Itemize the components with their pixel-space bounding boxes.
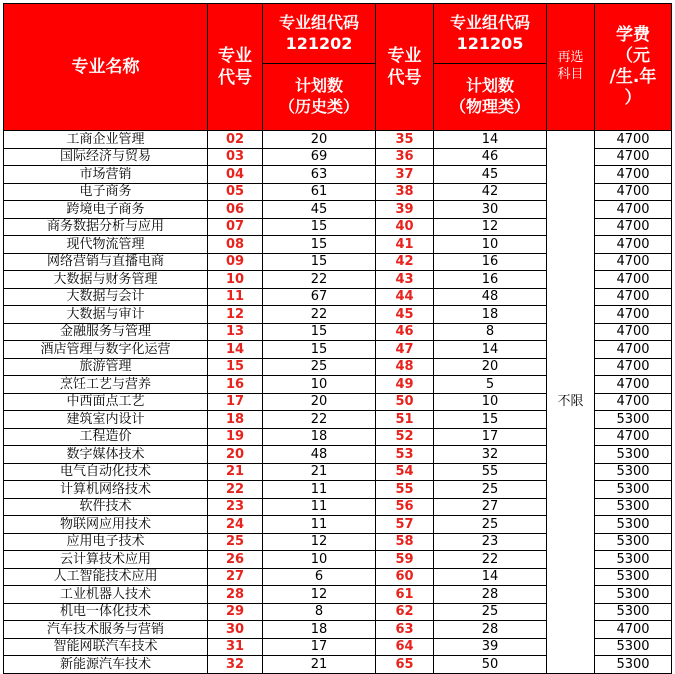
plan-b-cell: 25: [434, 516, 547, 534]
major-code-b-cell: 55: [376, 481, 434, 499]
major-code-b-cell: 46: [376, 323, 434, 341]
major-name-cell: 市场营销: [4, 166, 208, 184]
fee-cell: 4700: [595, 376, 672, 394]
header-major-code-a: 专业 代号: [208, 4, 263, 131]
major-code-a-cell: 21: [208, 463, 263, 481]
plan-a-cell: 10: [263, 376, 376, 394]
major-code-b-cell: 48: [376, 358, 434, 376]
plan-b-cell: 45: [434, 166, 547, 184]
major-name-cell: 汽车技术服务与营销: [4, 621, 208, 639]
major-name-cell: 酒店管理与数字化运营: [4, 341, 208, 359]
plan-b-cell: 39: [434, 638, 547, 656]
fee-cell: 4700: [595, 148, 672, 166]
plan-b-cell: 18: [434, 306, 547, 324]
major-code-a-cell: 20: [208, 446, 263, 464]
fee-cell: 4700: [595, 358, 672, 376]
major-name-cell: 国际经济与贸易: [4, 148, 208, 166]
major-code-b-cell: 62: [376, 603, 434, 621]
plan-b-cell: 17: [434, 428, 547, 446]
header-reselect: 再选 科目: [547, 4, 595, 131]
plan-b-cell: 50: [434, 656, 547, 674]
major-code-b-cell: 63: [376, 621, 434, 639]
major-name-cell: 电子商务: [4, 183, 208, 201]
plan-b-cell: 23: [434, 533, 547, 551]
major-name-cell: 数字媒体技术: [4, 446, 208, 464]
major-code-b-cell: 58: [376, 533, 434, 551]
major-name-cell: 中西面点工艺: [4, 393, 208, 411]
plan-a-cell: 17: [263, 638, 376, 656]
plan-b-cell: 10: [434, 393, 547, 411]
major-code-a-cell: 03: [208, 148, 263, 166]
major-code-b-cell: 56: [376, 498, 434, 516]
plan-a-cell: 12: [263, 586, 376, 604]
plan-a-cell: 20: [263, 393, 376, 411]
fee-cell: 4700: [595, 341, 672, 359]
major-code-a-cell: 30: [208, 621, 263, 639]
major-code-a-cell: 25: [208, 533, 263, 551]
fee-cell: 4700: [595, 253, 672, 271]
major-name-cell: 物联网应用技术: [4, 516, 208, 534]
major-name-cell: 大数据与会计: [4, 288, 208, 306]
major-name-cell: 计算机网络技术: [4, 481, 208, 499]
major-name-cell: 工业机器人技术: [4, 586, 208, 604]
major-code-a-cell: 32: [208, 656, 263, 674]
plan-a-cell: 15: [263, 236, 376, 254]
plan-a-cell: 48: [263, 446, 376, 464]
major-code-b-cell: 41: [376, 236, 434, 254]
fee-cell: 4700: [595, 131, 672, 149]
major-code-a-cell: 28: [208, 586, 263, 604]
major-code-b-cell: 52: [376, 428, 434, 446]
major-name-cell: 旅游管理: [4, 358, 208, 376]
plan-a-cell: 11: [263, 516, 376, 534]
major-code-b-cell: 39: [376, 201, 434, 219]
fee-cell: 5300: [595, 446, 672, 464]
header-group-a: 专业组代码 121202: [263, 4, 376, 64]
plan-a-cell: 22: [263, 271, 376, 289]
major-code-b-cell: 36: [376, 148, 434, 166]
plan-a-cell: 15: [263, 218, 376, 236]
major-code-b-cell: 42: [376, 253, 434, 271]
major-code-b-cell: 61: [376, 586, 434, 604]
plan-b-cell: 25: [434, 603, 547, 621]
major-name-cell: 工商企业管理: [4, 131, 208, 149]
major-code-a-cell: 13: [208, 323, 263, 341]
plan-a-cell: 10: [263, 551, 376, 569]
major-code-a-cell: 24: [208, 516, 263, 534]
table-body: [4, 131, 672, 674]
major-code-a-cell: 26: [208, 551, 263, 569]
major-code-a-cell: 31: [208, 638, 263, 656]
major-code-b-cell: 40: [376, 218, 434, 236]
fee-cell: 4700: [595, 323, 672, 341]
major-code-b-cell: 43: [376, 271, 434, 289]
plan-b-cell: 16: [434, 253, 547, 271]
major-code-b-cell: 53: [376, 446, 434, 464]
fee-cell: 5300: [595, 568, 672, 586]
plan-b-cell: 8: [434, 323, 547, 341]
fee-cell: 4700: [595, 306, 672, 324]
fee-cell: 5300: [595, 498, 672, 516]
fee-cell: 5300: [595, 463, 672, 481]
table-row: [4, 131, 672, 149]
major-name-cell: 现代物流管理: [4, 236, 208, 254]
major-name-cell: 大数据与审计: [4, 306, 208, 324]
major-code-a-cell: 08: [208, 236, 263, 254]
major-code-b-cell: 50: [376, 393, 434, 411]
plan-a-cell: 11: [263, 498, 376, 516]
major-code-b-cell: 38: [376, 183, 434, 201]
header-major-name: 专业名称: [4, 4, 208, 131]
major-code-a-cell: 29: [208, 603, 263, 621]
plan-a-cell: 6: [263, 568, 376, 586]
plan-a-cell: 21: [263, 463, 376, 481]
header-group-b: 专业组代码 121205: [434, 4, 547, 64]
major-name-cell: 网络营销与直播电商: [4, 253, 208, 271]
header-plan-a: 计划数 （历史类）: [263, 64, 376, 131]
header-major-code-b: 专业 代号: [376, 4, 434, 131]
plan-a-cell: 15: [263, 341, 376, 359]
plan-a-cell: 12: [263, 533, 376, 551]
major-code-a-cell: 11: [208, 288, 263, 306]
major-code-b-cell: 44: [376, 288, 434, 306]
fee-cell: 4700: [595, 183, 672, 201]
fee-cell: 4700: [595, 271, 672, 289]
plan-b-cell: 28: [434, 586, 547, 604]
fee-cell: 5300: [595, 603, 672, 621]
plan-a-cell: 45: [263, 201, 376, 219]
major-name-cell: 电气自动化技术: [4, 463, 208, 481]
plan-a-cell: 22: [263, 411, 376, 429]
major-code-b-cell: 60: [376, 568, 434, 586]
fee-cell: 4700: [595, 218, 672, 236]
fee-cell: 5300: [595, 551, 672, 569]
admission-plan-table: [3, 3, 672, 674]
plan-b-cell: 32: [434, 446, 547, 464]
plan-b-cell: 48: [434, 288, 547, 306]
plan-b-cell: 46: [434, 148, 547, 166]
plan-b-cell: 55: [434, 463, 547, 481]
major-name-cell: 云计算技术应用: [4, 551, 208, 569]
major-name-cell: 跨境电子商务: [4, 201, 208, 219]
major-code-a-cell: 04: [208, 166, 263, 184]
plan-b-cell: 28: [434, 621, 547, 639]
fee-cell: 5300: [595, 481, 672, 499]
plan-b-cell: 22: [434, 551, 547, 569]
major-code-a-cell: 18: [208, 411, 263, 429]
plan-a-cell: 20: [263, 131, 376, 149]
plan-a-cell: 63: [263, 166, 376, 184]
plan-a-cell: 15: [263, 323, 376, 341]
plan-b-cell: 14: [434, 341, 547, 359]
major-code-a-cell: 22: [208, 481, 263, 499]
plan-a-cell: 69: [263, 148, 376, 166]
plan-a-cell: 67: [263, 288, 376, 306]
fee-cell: 4700: [595, 621, 672, 639]
fee-cell: 5300: [595, 638, 672, 656]
major-name-cell: 商务数据分析与应用: [4, 218, 208, 236]
plan-a-cell: 18: [263, 621, 376, 639]
major-code-a-cell: 23: [208, 498, 263, 516]
major-name-cell: 金融服务与管理: [4, 323, 208, 341]
fee-cell: 4700: [595, 428, 672, 446]
major-name-cell: 机电一体化技术: [4, 603, 208, 621]
major-code-b-cell: 51: [376, 411, 434, 429]
fee-cell: 4700: [595, 288, 672, 306]
plan-a-cell: 15: [263, 253, 376, 271]
plan-b-cell: 12: [434, 218, 547, 236]
major-name-cell: 建筑室内设计: [4, 411, 208, 429]
fee-cell: 4700: [595, 201, 672, 219]
plan-b-cell: 25: [434, 481, 547, 499]
major-code-a-cell: 14: [208, 341, 263, 359]
major-name-cell: 新能源汽车技术: [4, 656, 208, 674]
major-name-cell: 应用电子技术: [4, 533, 208, 551]
fee-cell: 5300: [595, 586, 672, 604]
plan-b-cell: 16: [434, 271, 547, 289]
fee-cell: 5300: [595, 516, 672, 534]
reselect-subject-cell: 不限: [547, 131, 595, 674]
major-name-cell: 大数据与财务管理: [4, 271, 208, 289]
header-fee: 学费 （元 /生.年 ）: [595, 4, 672, 131]
major-code-a-cell: 16: [208, 376, 263, 394]
major-code-b-cell: 59: [376, 551, 434, 569]
plan-b-cell: 15: [434, 411, 547, 429]
fee-cell: 4700: [595, 236, 672, 254]
major-name-cell: 工程造价: [4, 428, 208, 446]
plan-b-cell: 30: [434, 201, 547, 219]
fee-cell: 4700: [595, 166, 672, 184]
plan-b-cell: 27: [434, 498, 547, 516]
plan-b-cell: 42: [434, 183, 547, 201]
major-code-b-cell: 64: [376, 638, 434, 656]
fee-cell: 4700: [595, 393, 672, 411]
major-code-a-cell: 17: [208, 393, 263, 411]
plan-a-cell: 8: [263, 603, 376, 621]
fee-cell: 5300: [595, 411, 672, 429]
plan-a-cell: 61: [263, 183, 376, 201]
major-name-cell: 烹饪工艺与营养: [4, 376, 208, 394]
plan-a-cell: 21: [263, 656, 376, 674]
major-name-cell: 软件技术: [4, 498, 208, 516]
major-code-b-cell: 54: [376, 463, 434, 481]
plan-a-cell: 18: [263, 428, 376, 446]
plan-b-cell: 5: [434, 376, 547, 394]
major-code-a-cell: 09: [208, 253, 263, 271]
fee-cell: 5300: [595, 533, 672, 551]
major-code-b-cell: 57: [376, 516, 434, 534]
major-code-b-cell: 37: [376, 166, 434, 184]
plan-b-cell: 10: [434, 236, 547, 254]
major-code-a-cell: 02: [208, 131, 263, 149]
plan-a-cell: 22: [263, 306, 376, 324]
major-code-b-cell: 49: [376, 376, 434, 394]
major-code-b-cell: 35: [376, 131, 434, 149]
major-code-a-cell: 06: [208, 201, 263, 219]
major-name-cell: 人工智能技术应用: [4, 568, 208, 586]
plan-a-cell: 11: [263, 481, 376, 499]
fee-cell: 5300: [595, 656, 672, 674]
plan-b-cell: 20: [434, 358, 547, 376]
major-code-a-cell: 10: [208, 271, 263, 289]
major-code-b-cell: 45: [376, 306, 434, 324]
major-code-a-cell: 19: [208, 428, 263, 446]
major-code-a-cell: 05: [208, 183, 263, 201]
major-code-a-cell: 12: [208, 306, 263, 324]
major-code-a-cell: 15: [208, 358, 263, 376]
major-name-cell: 智能网联汽车技术: [4, 638, 208, 656]
major-code-b-cell: 47: [376, 341, 434, 359]
plan-b-cell: 14: [434, 568, 547, 586]
plan-a-cell: 25: [263, 358, 376, 376]
major-code-a-cell: 07: [208, 218, 263, 236]
major-code-b-cell: 65: [376, 656, 434, 674]
major-code-a-cell: 27: [208, 568, 263, 586]
header-plan-b: 计划数 （物理类）: [434, 64, 547, 131]
plan-b-cell: 14: [434, 131, 547, 149]
